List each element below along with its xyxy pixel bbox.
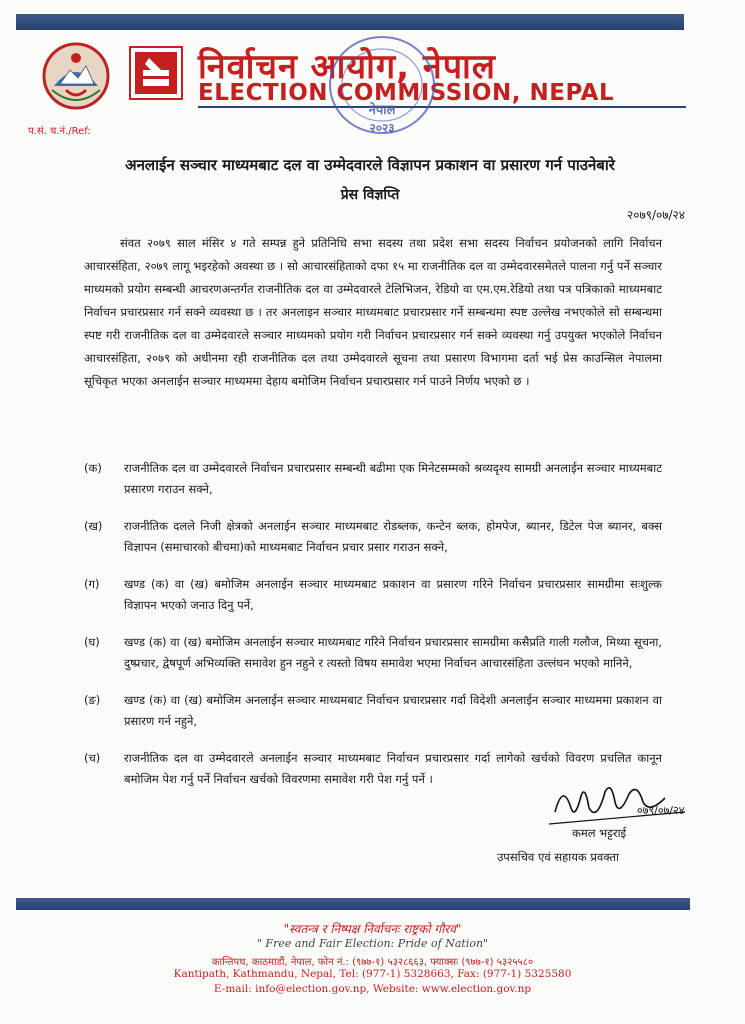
clause-number: (क) [84,461,102,475]
clause-number: (च) [84,751,101,765]
footer-slogan-english: " Free and Fair Election: Pride of Nation" [256,937,489,950]
footer-address-nepali: कान्तिपथ, काठमाडौं, नेपाल, फोन नं.: (९७७-१) ५३२८६६३, फ्याक्सः (९७७-१) ५३२५५८० [211,957,534,968]
clause-number: (ग) [84,577,100,591]
notice-date: २०७९/०७/२४ [626,208,685,222]
nepal-emblem-icon [40,40,112,112]
reference-label: प.सं. च.नं./Ref: [28,126,91,137]
clause-item [84,632,662,674]
clause-text: राजनीतिक दल वा उम्मेदवारले निर्वाचन प्रचारप्रसार सम्बन्धी बढीमा एक मिनेटसम्मको श्रव्यदृश्य सामग्री अनलाईन सञ्चार माध्यमबाट प्रसारण गराउन सक्ने, [124,461,662,496]
clause-list [84,458,662,806]
official-stamp [322,30,442,140]
stamp-year: २०२३ [369,121,395,135]
signatory-name: कमल भट्टराई [572,826,627,840]
clause-text: राजनीतिक दलले निजी क्षेत्रको अनलाईन सञ्चार माध्यमबाट रोडब्लक, कन्टेन ब्लक, होमपेज, ब्यानर, डिटेल पेज ब्यानर, बक्स विज्ञापन (समाचारको बीचमा)को माध्यमबाट निर्वाचन प्रचार प्रसार गराउन सक्ने, [124,519,662,554]
footer-address-english: Kantipath, Kathmandu, Nepal, Tel: (977-1) 5328663, Fax: (977-1) 5325580 [173,968,572,980]
header-top-bar [16,14,684,30]
clause-text: राजनीतिक दल वा उम्मेदवारले अनलाईन सञ्चार माध्यमबाट निर्वाचन प्रचारप्रसार गर्दा लागेको खर्चको विवरण प्रचलित कानून बमोजिम पेश गर्नु पर्ने निर्वाचन खर्चको विवरणमा समावेश गरी पेश गर्नु पर्ने । [124,751,662,786]
clause-item [84,690,662,732]
stamp-text: नेपाल [368,103,396,118]
signature-date: ०७९/०७/२४ [637,804,685,817]
header-divider [198,106,686,108]
notice-heading: अनलाईन सञ्चार माध्यमबाट दल वा उम्मेदवारले विज्ञापन प्रकाशन वा प्रसारण गर्न पाउनेबारे [125,156,615,174]
clause-text: खण्ड (क) वा (ख) बमोजिम अनलाईन सञ्चार माध्यमबाट निर्वाचन प्रचारप्रसार गर्दा विदेशी अनलाईन सञ्चार माध्यममा प्रकाशन वा प्रसारण गर्न नहुने, [124,693,662,728]
header-title-nepali: निर्वाचन आयोग, नेपाल [198,47,496,87]
footer-slogan-nepali: "स्वतन्त्र र निष्पक्ष निर्वाचनः राष्ट्रको गौरव" [283,922,462,936]
footer-contact: E-mail: info@election.gov.np, Website: www.election.gov.np [213,983,532,995]
signatory-title: उपसचिव एवं सहायक प्रवक्ता [497,850,619,864]
notice-paragraph: संवत २०७९ साल मंसिर ४ गते सम्पन्न हुने प्रतिनिधि सभा सदस्य तथा प्रदेश सभा सदस्य निर्वाचन प्रयोजनको लागि निर्वाचन आचारसंहिता, २०७९ लागू भइरहेको अवस्था छ । सो आचारसंहिताको दफा १५ मा राजनीतिक दल वा उम्मेदवारसमेतले पालना गर्नु पर्ने सञ्चार माध्यमको प्रयोग सम्बन्धी आचरणअन्तर्गत राजनीतिक दल वा उम्मेदवारले टेलिभिजन, रेडियो वा एम.एम.रेडियो तथा पत्र पत्रिकाको माध्यमबाट निर्वाचन प्रचारप्रसार गर्न सक्ने व्यवस्था छ । तर अनलाइन सञ्चार माध्यमबाट प्रचारप्रसार गर्ने सम्बन्धमा स्पष्ट उल्लेख नभएकोले सो सम्बन्धमा स्पष्ट गरी राजनीतिक दल वा उम्मेदवारले सञ्चार माध्यमको प्रयोग गरी निर्वाचन प्रचारप्रसार गर्न सक्ने व्यवस्था गर्नु उपयुक्त भएकोले निर्वाचन आचारसंहिता, २०७९ को अधीनमा रही राजनीतिक दल तथा उम्मेदवारले सूचना तथा प्रसारण विभागमा दर्ता भई प्रेस काउन्सिल नेपालमा सूचिकृत भएका अनलाईन सञ्चार माध्यममा देहाय बमोजिम निर्वाचन प्रचारप्रसार गर्न पाउने निर्णय भएको छ । [84,236,662,388]
election-commission-logo-icon [129,46,183,100]
clause-item [84,574,662,616]
footer-bar [16,898,690,910]
clause-number: (ङ) [84,693,101,707]
clause-number: (घ) [84,635,100,649]
clause-text: खण्ड (क) वा (ख) बमोजिम अनलाईन सञ्चार माध्यमबाट गरिने निर्वाचन प्रचारप्रसार सामग्रीमा कसैप्रति गाली गलौज, मिथ्या सूचना, दुष्प्रचार, द्वेषपूर्ण अभिव्यक्ति समावेश हुन नहुने र त्यस्तो विषय समावेश भएमा निर्वाचन आचारसंहिता उल्लंघन भएको मानिने, [124,635,662,670]
clause-item [84,516,662,558]
notice-subheading: प्रेस विज्ञप्ति [340,187,400,203]
clause-item [84,458,662,500]
clause-text: खण्ड (क) वा (ख) बमोजिम अनलाईन सञ्चार माध्यमबाट प्रकाशन वा प्रसारण गरिने निर्वाचन प्रचारप्रसार सामग्रीमा सःशुल्क विज्ञापन भएको जनाउ दिनु पर्ने, [124,577,662,612]
clause-number: (ख) [84,519,103,533]
header-title-english: ELECTION COMMISSION, NEPAL [198,80,615,106]
